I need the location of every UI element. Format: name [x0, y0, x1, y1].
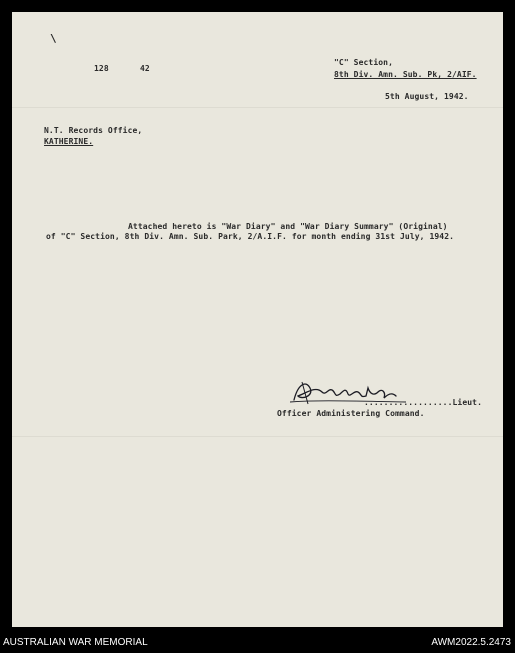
footer-institution: AUSTRALIAN WAR MEMORIAL [3, 637, 148, 648]
signature-dots-rank: ..................Lieut. [364, 398, 482, 407]
reference-number-right: 42 [140, 64, 150, 73]
pencil-mark: \ [50, 32, 57, 45]
paper-fold-line [12, 436, 503, 437]
signatory-title: Officer Administering Command. [277, 409, 425, 418]
letter-date: 5th August, 1942. [385, 92, 469, 101]
section-line: "C" Section, [334, 58, 393, 67]
footer-accession-number: AWM2022.5.2473 [431, 637, 511, 648]
unit-line: 8th Div. Amn. Sub. Pk, 2/AIF. [334, 70, 477, 79]
paper-fold-line [12, 107, 503, 108]
recipient-office: N.T. Records Office, [44, 126, 143, 135]
body-line-2: of "C" Section, 8th Div. Amn. Sub. Park, 2/A.I.F. for month ending 31st July, 1942. [46, 232, 455, 241]
reference-number-left: 128 [94, 64, 109, 73]
body-line-1: Attached hereto is "War Diary" and "War Diary Summary" (Original) [128, 222, 448, 231]
recipient-location: KATHERINE. [44, 137, 94, 146]
document-page [12, 12, 503, 627]
